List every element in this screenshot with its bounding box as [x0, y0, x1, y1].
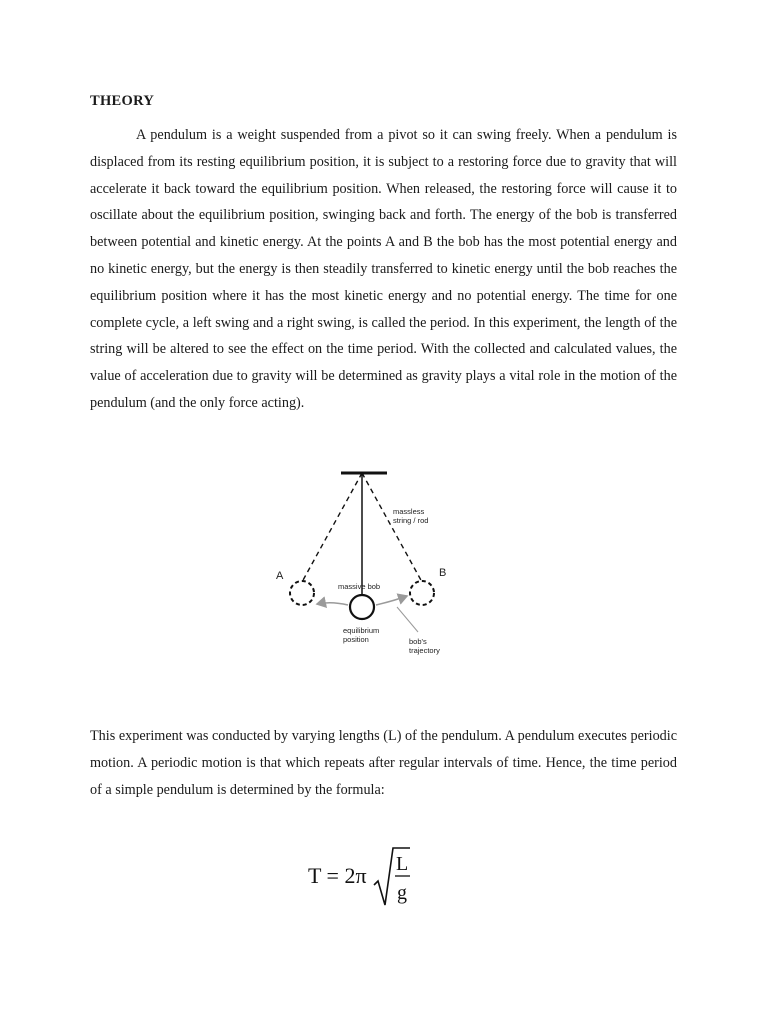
- pendulum-diagram: [271, 448, 455, 658]
- bob-position-a: [290, 581, 314, 605]
- trajectory-label: bob's: [409, 637, 427, 646]
- label-b: B: [439, 567, 447, 579]
- trajectory-label: trajectory: [409, 646, 440, 655]
- displaced-string-a: [302, 473, 362, 582]
- equilibrium-label: position: [343, 635, 369, 644]
- trajectory-arc-left: [317, 603, 348, 605]
- formula-lhs: T = 2π: [308, 863, 367, 888]
- theory-paragraph: A pendulum is a weight suspended from a pivot so it can swing freely. When a pendulum is displaced from its resting equilibrium position, it is subject to a restoring force due to gravity that will accelerate it back toward the equilibrium position. When released, the restoring force will cause it to oscillate about the equilibrium position, swinging back and forth. The energy of the bob is transferred between potential and kinetic energy. At the points A and B the bob has the most potential energy and no kinetic energy, but the energy is then steadily transferred to kinetic energy until the bob reaches the equilibrium position where it has the most kinetic energy and no potential energy. The time for one complete cycle, a left swing and a right swing, is called the period. In this experiment, the length of the string will be altered to see the effect on the time period. With the collected and calculated values, the value of acceleration due to gravity will be determined as gravity plays a vital role in the motion of the pendulum (and the only force acting).: [90, 127, 677, 411]
- formula-denominator: g: [397, 882, 407, 904]
- method-paragraph: This experiment was conducted by varying lengths (L) of the pendulum. A pendulum executes periodic motion. A periodic motion is that which repeats after regular intervals of time. Hence, the time period of a simple pendulum is determined by the formula:: [90, 728, 677, 798]
- formula-numerator: L: [396, 853, 409, 875]
- label-a: A: [276, 570, 284, 582]
- bob-label: massive bob: [338, 582, 381, 591]
- massive-bob: [350, 595, 374, 619]
- string-label: massless: [393, 507, 425, 516]
- bob-position-b: [410, 581, 434, 605]
- trajectory-arc-right: [376, 596, 407, 605]
- equilibrium-label: equilibrium: [343, 626, 380, 635]
- period-formula: [300, 825, 440, 925]
- trajectory-pointer: [397, 607, 418, 632]
- displaced-string-b: [362, 473, 422, 582]
- string-label: string / rod: [393, 516, 429, 525]
- section-heading: THEORY: [90, 93, 155, 109]
